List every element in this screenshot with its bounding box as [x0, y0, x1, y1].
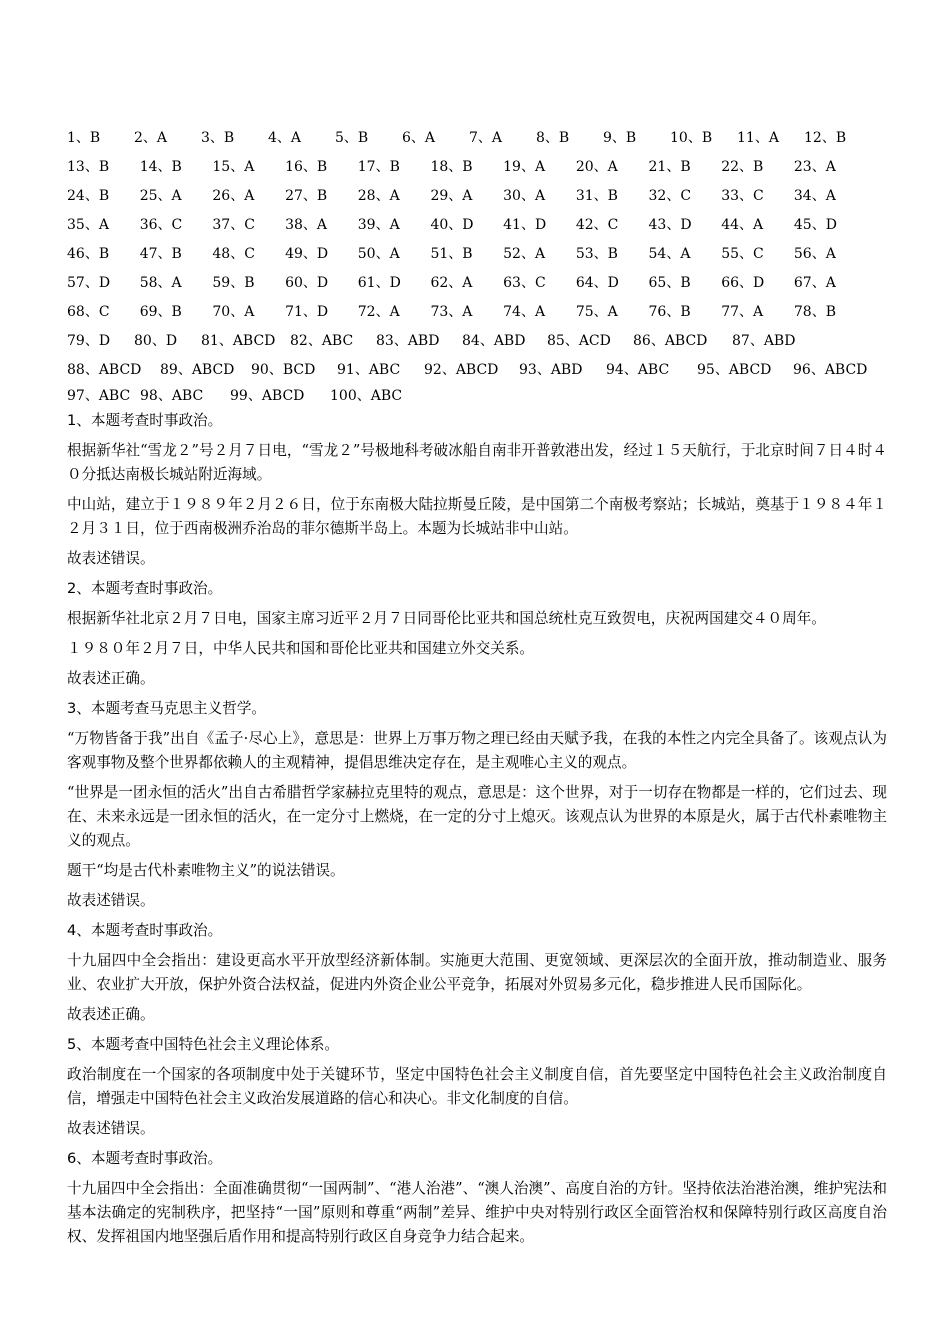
explanation-paragraph: 故表述错误。 — [67, 1120, 155, 1137]
explanation-paragraph: “万物皆备于我”出自《孟子·尽心上》，意思是：世界上万事万物之理已经由天赋予我，在我的本性之内完全具备了。该观点认为客观事物及整个世界都依赖人的主观精神，提倡思维决定存在，是主观唯心主义的观点。 — [67, 730, 887, 771]
answer-item: 39、A — [357, 216, 400, 233]
answer-item: 11、A — [737, 129, 779, 146]
answer-item: 65、B — [648, 274, 691, 291]
answer-item: 62、A — [430, 274, 473, 291]
answer-item: 13、B — [67, 158, 110, 175]
explanation-paragraph: 题干“均是古代朴素唯物主义”的说法错误。 — [67, 862, 345, 879]
explanation-paragraph: １９８０年２月７日，中华人民共和国和哥伦比亚共和国建立外交关系。 — [67, 640, 535, 657]
answer-item: 99、ABCD — [230, 388, 305, 404]
answer-item: 89、ABCD — [160, 361, 235, 378]
answer-item: 48、C — [212, 245, 255, 262]
answer-item: 73、A — [430, 303, 473, 320]
answer-item: 1、B — [67, 129, 101, 146]
answer-item: 54、A — [648, 245, 691, 262]
answer-item: 71、D — [285, 303, 329, 320]
explanation-paragraph: 政治制度在一个国家的各项制度中处于关键环节，坚定中国特色社会主义制度自信，首先要坚定中国特色社会主义政治制度自信，增强走中国特色社会主义政治发展道路的信心和决心。非文化制度的自信。 — [67, 1066, 887, 1107]
answer-item: 10、B — [670, 129, 713, 146]
answer-item: 92、ABCD — [424, 361, 499, 378]
explanation-heading: 5、本题考查中国特色社会主义理论体系。 — [67, 1036, 339, 1053]
answer-item: 67、A — [793, 274, 836, 291]
answer-item: 6、A — [402, 129, 436, 146]
answer-item: 69、B — [139, 303, 182, 320]
answer-item: 47、B — [139, 245, 182, 262]
answer-item: 83、ABD — [376, 332, 440, 349]
answer-item: 94、ABC — [606, 361, 670, 378]
answer-item: 44、A — [721, 216, 764, 233]
answer-item: 82、ABC — [290, 332, 354, 349]
answer-item: 4、A — [268, 129, 302, 146]
answer-item: 43、D — [648, 216, 692, 233]
answer-item: 34、A — [793, 187, 836, 204]
answer-item: 90、BCD — [251, 361, 316, 378]
answer-item: 2、A — [134, 129, 168, 146]
document-page — [67, 122, 887, 1255]
answer-item: 97、ABC — [67, 388, 131, 404]
answer-item: 18、B — [430, 158, 473, 175]
answer-item: 30、A — [503, 187, 546, 204]
answer-item: 41、D — [503, 216, 547, 233]
answer-item: 38、A — [285, 216, 327, 233]
explanation-paragraph: 中山站，建立于１９８９年２月２６日，位于东南极大陆拉斯曼丘陵，是中国第二个南极考察站；长城站，奠基于１９８４年１２月３１日，位于西南极洲乔治岛的菲尔德斯半岛上。本题为长城站非中山站。 — [67, 496, 887, 537]
answer-item: 22、B — [721, 158, 764, 175]
answer-item: 31、B — [575, 187, 618, 204]
answer-item: 85、ACD — [547, 332, 611, 349]
answer-item: 17、B — [357, 158, 400, 175]
answer-item: 81、ABCD — [201, 332, 276, 349]
answer-item: 50、A — [357, 245, 400, 262]
answer-item: 52、A — [503, 245, 546, 262]
answer-item: 53、B — [575, 245, 618, 262]
answer-row — [67, 238, 887, 267]
answer-item: 35、A — [67, 216, 109, 233]
answer-item: 84、ABD — [462, 332, 526, 349]
explanation-paragraph: 故表述错误。 — [67, 550, 155, 567]
answer-item: 19、A — [503, 158, 546, 175]
answer-item: 72、A — [357, 303, 400, 320]
answer-item: 59、B — [212, 274, 255, 291]
explanations — [67, 409, 887, 1249]
answer-item: 28、A — [357, 187, 400, 204]
answer-item: 26、A — [212, 187, 255, 204]
answer-row — [67, 209, 887, 238]
explanation-heading: 6、本题考查时事政治。 — [67, 1150, 223, 1167]
answer-item: 14、B — [139, 158, 182, 175]
answer-item: 16、B — [285, 158, 328, 175]
answer-item: 15、A — [212, 158, 255, 175]
answer-item: 12、B — [804, 129, 847, 146]
answer-item: 40、D — [430, 216, 474, 233]
explanation-paragraph: 故表述错误。 — [67, 892, 155, 909]
answer-item: 42、C — [575, 216, 619, 233]
answer-row — [67, 325, 887, 354]
answer-item: 32、C — [648, 187, 692, 204]
answer-item: 100、ABC — [330, 388, 403, 404]
answer-item: 56、A — [793, 245, 836, 262]
explanation-heading: 2、本题考查时事政治。 — [67, 580, 223, 597]
answer-item: 68、C — [67, 303, 110, 320]
answer-item: 57、D — [67, 274, 111, 291]
answer-item: 78、B — [793, 303, 836, 320]
explanation-paragraph: 故表述正确。 — [67, 1006, 155, 1023]
answer-item: 20、A — [575, 158, 618, 175]
answer-item: 51、B — [430, 245, 473, 262]
answer-item: 37、C — [212, 216, 255, 233]
answer-item: 49、D — [285, 245, 329, 262]
explanation-heading: 4、本题考查时事政治。 — [67, 922, 223, 939]
answer-item: 91、ABC — [337, 361, 401, 378]
answer-row — [67, 180, 887, 209]
answer-item: 88、ABCD — [67, 361, 142, 378]
answer-item: 29、A — [430, 187, 473, 204]
answer-item: 96、ABCD — [793, 361, 868, 378]
answer-item: 23、A — [793, 158, 836, 175]
answer-item: 79、D — [67, 332, 111, 349]
answer-item: 86、ABCD — [633, 332, 708, 349]
answer-item: 3、B — [201, 129, 235, 146]
answer-item: 93、ABD — [519, 361, 583, 378]
answer-item: 64、D — [575, 274, 619, 291]
answer-item: 66、D — [721, 274, 765, 291]
answer-key — [67, 122, 887, 407]
answer-item: 87、ABD — [732, 332, 796, 349]
answer-item: 7、A — [469, 129, 503, 146]
answer-row — [67, 267, 887, 296]
answer-item: 9、B — [603, 129, 637, 146]
answer-item: 77、A — [721, 303, 764, 320]
answer-item: 24、B — [67, 187, 110, 204]
answer-item: 60、D — [285, 274, 329, 291]
answer-item: 33、C — [721, 187, 764, 204]
answer-item: 55、C — [721, 245, 764, 262]
answer-item: 95、ABCD — [697, 361, 772, 378]
explanation-heading: 1、本题考查时事政治。 — [67, 412, 223, 429]
explanation-paragraph: 根据新华社“雪龙２”号２月７日电，“雪龙２”号极地科考破冰船自南非开普敦港出发，经过１５天航行，于北京时间７日４时４０分抵达南极长城站附近海域。 — [67, 442, 887, 483]
answer-row — [67, 383, 887, 407]
explanation-paragraph: 故表述正确。 — [67, 670, 155, 687]
answer-row — [67, 296, 887, 325]
explanation-paragraph: 十九届四中全会指出：建设更高水平开放型经济新体制。实施更大范围、更宽领域、更深层次的全面开放，推动制造业、服务业、农业扩大开放，保护外资合法权益，促进内外资企业公平竞争，拓展对外贸易多元化，稳步推进人民币国际化。 — [67, 952, 887, 993]
answer-item: 74、A — [503, 303, 546, 320]
explanation-paragraph: “世界是一团永恒的活火”出自古希腊哲学家赫拉克里特的观点，意思是：这个世界，对于一切存在物都是一样的，它们过去、现在、未来永远是一团永恒的活火，在一定分寸上燃烧，在一定的分寸上熄灭。该观点认为世界的本原是火，属于古代朴素唯物主义的观点。 — [67, 784, 887, 849]
answer-item: 45、D — [793, 216, 837, 233]
answer-item: 70、A — [212, 303, 255, 320]
answer-item: 61、D — [357, 274, 401, 291]
answer-item: 21、B — [648, 158, 691, 175]
answer-item: 80、D — [134, 332, 178, 349]
answer-item: 46、B — [67, 245, 110, 262]
answer-item: 5、B — [335, 129, 369, 146]
answer-item: 36、C — [139, 216, 183, 233]
explanation-heading: 3、本题考查马克思主义哲学。 — [67, 700, 267, 717]
answer-row — [67, 354, 887, 383]
answer-item: 25、A — [139, 187, 182, 204]
answer-item: 76、B — [648, 303, 691, 320]
answer-row — [67, 151, 887, 180]
explanation-paragraph: 根据新华社北京２月７日电，国家主席习近平２月７日同哥伦比亚共和国总统杜克互致贺电，庆祝两国建交４０周年。 — [67, 610, 826, 627]
answer-item: 8、B — [536, 129, 570, 146]
answer-item: 63、C — [503, 274, 546, 291]
answer-item: 98、ABC — [140, 388, 204, 404]
explanation-paragraph: 十九届四中全会指出：全面准确贯彻“一国两制”、“港人治港”、“澳人治澳”、高度自治的方针。坚持依法治港治澳，维护宪法和基本法确定的宪制秩序，把坚持“一国”原则和尊重“两制”差异、维护中央对特别行政区全面管治权和保障特别行政区高度自治权、发挥祖国内地坚强后盾作用和提高特别行政区自身竞争力结合起来。 — [67, 1180, 887, 1245]
answer-item: 58、A — [139, 274, 182, 291]
answer-row — [67, 122, 887, 151]
answer-item: 75、A — [575, 303, 618, 320]
answer-item: 27、B — [285, 187, 328, 204]
